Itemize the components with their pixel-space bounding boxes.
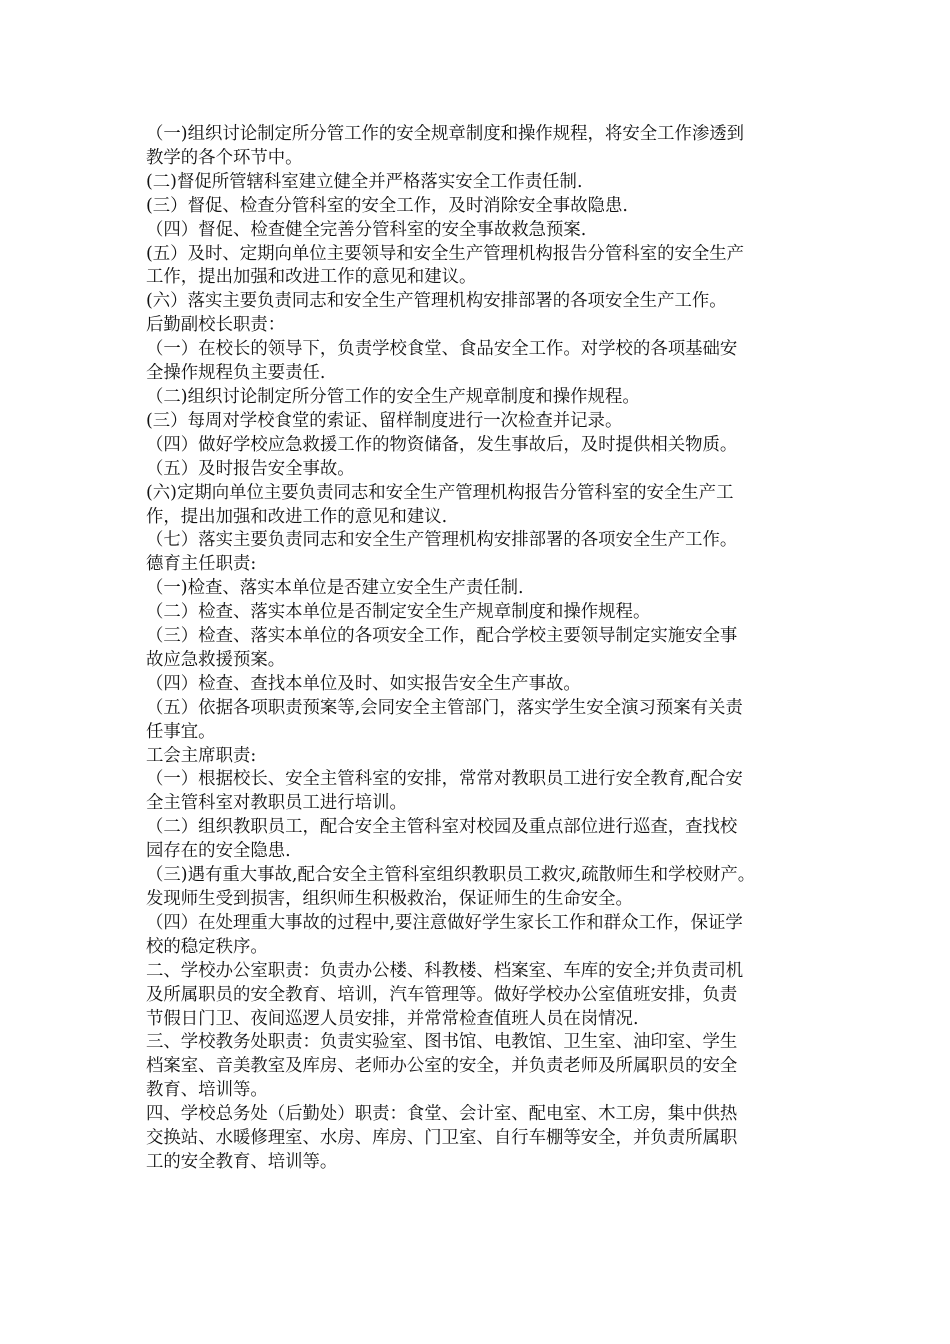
text-line: 作，提出加强和改进工作的意见和建议.	[146, 506, 448, 527]
text-line: （四）督促、检查健全完善分管科室的安全事故救急预案.	[146, 219, 587, 240]
text-line: （七）落实主要负责同志和安全生产管理机构安排部署的各项安全生产工作。	[146, 530, 738, 551]
text-line: (二)督促所管辖科室建立健全并严格落实安全工作责任制.	[146, 171, 583, 192]
text-line: 及所属职员的安全教育、培训，汽车管理等。做好学校办公室值班安排，负责	[146, 984, 738, 1005]
text-line: (六)定期向单位主要负责同志和安全生产管理机构报告分管科室的安全生产工	[146, 482, 734, 503]
text-line: （二）检查、落实本单位是否制定安全生产规章制度和操作规程。	[146, 602, 651, 623]
text-line: （四）在处理重大事故的过程中,要注意做好学生家长工作和群众工作，保证学	[146, 912, 743, 933]
text-line: 工作，提出加强和改进工作的意见和建议。	[146, 267, 477, 288]
text-line: 二、学校办公室职责：负责办公楼、科教楼、档案室、车库的安全;并负责司机	[146, 960, 744, 981]
text-line: 园存在的安全隐患.	[146, 841, 291, 862]
text-line: （一)组织讨论制定所分管工作的安全规章制度和操作规程，将安全工作渗透到	[146, 124, 745, 144]
text-line: （二)组织讨论制定所分管工作的安全生产规章制度和操作规程。	[146, 386, 640, 407]
text-line: 教学的各个环节中。	[146, 147, 303, 168]
text-line: (三）督促、检查分管科室的安全工作，及时消除安全事故隐患.	[146, 195, 628, 216]
text-line: （二）组织教职员工，配合安全主管科室对校园及重点部位进行巡查，查找校	[146, 817, 738, 838]
text-line: （三)遇有重大事故,配合安全主管科室组织教职员工救灾,疏散师生和学校财产。	[146, 865, 756, 886]
text-line: 档案室、音美教室及库房、老师办公室的安全，并负责老师及所属职员的安全	[146, 1056, 738, 1077]
section-heading: 后勤副校长职责：	[146, 315, 286, 336]
text-line: （四）做好学校应急救援工作的物资储备，发生事故后，及时提供相关物质。	[146, 434, 738, 455]
text-line: 任事宜。	[146, 721, 216, 742]
text-line: 发现师生受到损害，组织师生积极救治，保证师生的生命安全。	[146, 889, 633, 909]
text-line: （三）检查、落实本单位的各项安全工作，配合学校主要领导制定实施安全事	[146, 626, 738, 647]
text-line: （一)检查、落实本单位是否建立安全生产责任制.	[146, 578, 524, 599]
section-heading: 德育主任职责:	[146, 554, 257, 575]
text-line: 教育、培训等。	[146, 1080, 268, 1101]
text-line: 全主管科室对教职员工进行培训。	[146, 793, 407, 814]
text-line: （一）根据校长、安全主管科室的安排，常常对教职员工进行安全教育,配合安	[146, 769, 743, 790]
text-line: （四）检查、查找本单位及时、如实报告安全生产事故。	[146, 673, 581, 694]
text-line: (三）每周对学校食堂的索证、留样制度进行一次检查并记录。	[146, 410, 623, 431]
document-body	[146, 123, 826, 1175]
text-line: （五）及时报告安全事故。	[146, 458, 355, 479]
text-line: （一）在校长的领导下，负责学校食堂、食品安全工作。对学校的各项基础安	[146, 339, 738, 360]
text-line: 校的稳定秩序。	[146, 936, 268, 957]
text-line: 交换站、水暖修理室、水房、库房、门卫室、自行车棚等安全，并负责所属职	[146, 1128, 738, 1149]
text-line: 全操作规程负主要责任.	[146, 363, 326, 384]
text-line: 工的安全教育、培训等。	[146, 1151, 338, 1172]
text-line: 故应急救援预案。	[146, 649, 286, 670]
text-line: (五）及时、定期向单位主要领导和安全生产管理机构报告分管科室的安全生产	[146, 243, 745, 264]
text-line: （五）依据各项职责预案等,会同安全主管部门，落实学生安全演习预案有关责	[146, 697, 743, 718]
section-heading: 工会主席职责:	[146, 745, 257, 766]
text-line: (六）落实主要负责同志和安全生产管理机构安排部署的各项安全生产工作。	[146, 291, 727, 312]
text-line: 四、学校总务处（后勤处）职责：食堂、会计室、配电室、木工房，集中供热	[146, 1104, 738, 1125]
text-line: 三、学校教务处职责：负责实验室、图书馆、电教馆、卫生室、油印室、学生	[146, 1032, 738, 1053]
text-line: 节假日门卫、夜间巡逻人员安排，并常常检查值班人员在岗情况.	[146, 1008, 639, 1029]
